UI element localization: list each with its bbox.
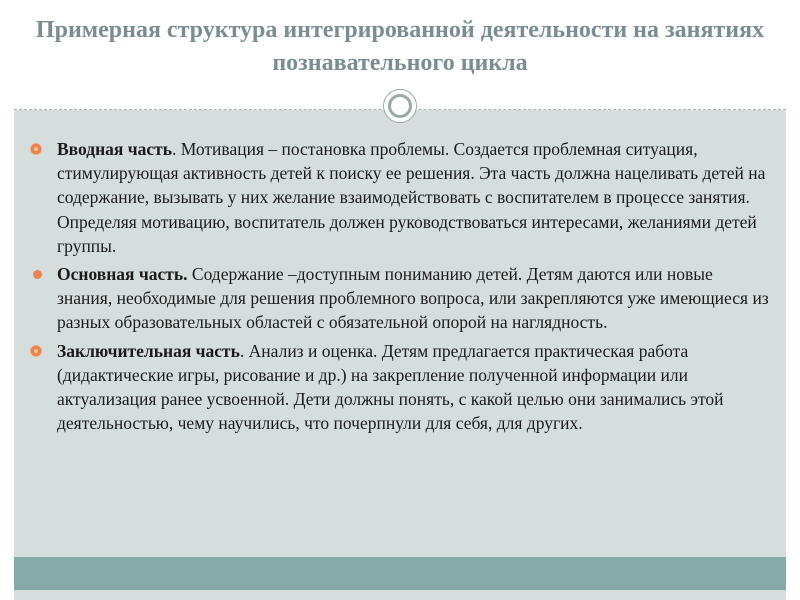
footer-band	[14, 557, 786, 590]
slide	[14, 0, 786, 600]
bullet-lead: Основная часть.	[57, 264, 188, 285]
bullet-icon	[30, 345, 42, 357]
bullet-text: . Анализ и оценка. Детям предлагается практическая работа (дидактические игры, рисование и др.) на закрепление полученной информации или актуализация ранее усвоенной. Дети должны понять, с какой целью они занимались этой деятельностью, чему научились, что почерпнули для себя, для других.	[57, 340, 724, 434]
bullet-lead: Вводная часть	[57, 139, 173, 159]
bullet-text: . Мотивация – постановка проблемы. Создается проблемная ситуация, стимулирующая активность детей к поиску ее решения. Эта часть должна нацеливать детей на содержание, вызывать у них желание взаимодействовать с воспитателем в процессе занятия. Определяя мотивацию, воспитатель должен руководствоваться интересами, желаниями детей группы.	[57, 139, 766, 256]
bullet-text: Содержание –доступным пониманию детей. Детям даются или новые знания, необходимые для решения проблемного вопроса, или закрепляются уже имеющиеся из разных образовательных областей с обязательной опорой на наглядность.	[57, 264, 769, 333]
slide-title: Примерная структура интегрированной деятельности на занятиях познавательного цикла	[35, 17, 765, 76]
bullet-lead: Заключительная часть	[57, 340, 240, 361]
ring-ornament-icon	[383, 89, 417, 123]
bullet-item-intro	[30, 137, 770, 258]
slide-content	[30, 137, 770, 439]
bullet-icon	[33, 270, 42, 279]
bullet-icon	[30, 143, 42, 155]
bullet-item-final	[30, 339, 770, 436]
bullet-item-main	[30, 262, 770, 335]
